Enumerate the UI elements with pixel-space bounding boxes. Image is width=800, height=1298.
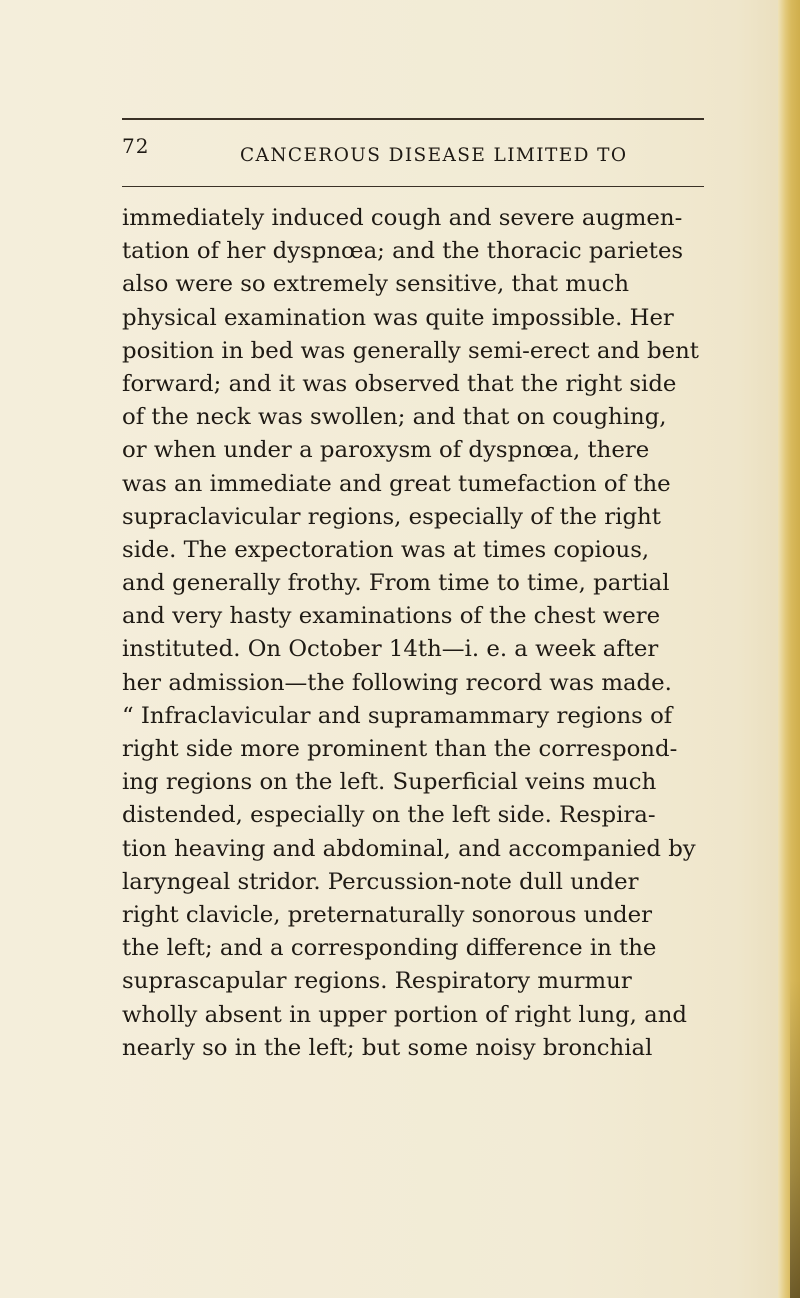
text-line: was an immediate and great tumefaction of the: [122, 470, 671, 497]
text-line: suprascapular regions. Respiratory murmur: [122, 968, 632, 995]
text-line: position in bed was generally semi-erect and bent: [122, 337, 699, 364]
text-line: “ Infraclavicular and supramammary regions of: [122, 702, 673, 729]
text-line: or when under a paroxysm of dyspnœa, there: [122, 437, 650, 464]
text-line: distended, especially on the left side. Respira-: [122, 802, 656, 829]
text-line: tation of her dyspnœa; and the thoracic parietes: [122, 238, 684, 265]
text-line: supraclavicular regions, especially of the right: [122, 503, 661, 530]
text-line: her admission—the following record was made.: [122, 669, 672, 696]
text-line: immediately induced cough and severe augmen-: [122, 205, 683, 231]
header-rule-bottom: [122, 186, 704, 187]
text-line: laryngeal stridor. Percussion-note dull under: [122, 868, 639, 895]
text-line: physical examination was quite impossible. Her: [122, 304, 674, 331]
text-line: and generally frothy. From time to time, partial: [122, 570, 670, 597]
header-rule-top: [122, 118, 704, 120]
text-line: wholly absent in upper portion of right lung, and: [122, 1001, 688, 1028]
text-line: and very hasty examinations of the chest were: [122, 603, 661, 630]
text-line: right clavicle, preternaturally sonorous under: [122, 901, 653, 928]
text-line: nearly so in the left; but some noisy bronchial: [122, 1034, 653, 1061]
page-number: 72: [122, 134, 150, 158]
text-line: instituted. On October 14th—i. e. a week after: [122, 636, 659, 663]
running-head: CANCEROUS DISEASE LIMITED TO: [240, 145, 628, 166]
text-line: of the neck was swollen; and that on coughing,: [122, 404, 667, 431]
page-edge-shadow: [790, 980, 800, 1298]
text-line: the left; and a corresponding difference in the: [122, 935, 657, 962]
text-line: ing regions on the left. Superficial veins much: [122, 769, 657, 796]
text-line: forward; and it was observed that the right side: [122, 370, 677, 397]
text-line: side. The expectoration was at times copious,: [122, 536, 650, 563]
text-line: tion heaving and abdominal, and accompanied by: [122, 835, 696, 862]
text-line: right side more prominent than the correspond-: [122, 736, 678, 762]
body-text: [122, 202, 712, 1065]
text-line: also were so extremely sensitive, that much: [122, 271, 630, 298]
